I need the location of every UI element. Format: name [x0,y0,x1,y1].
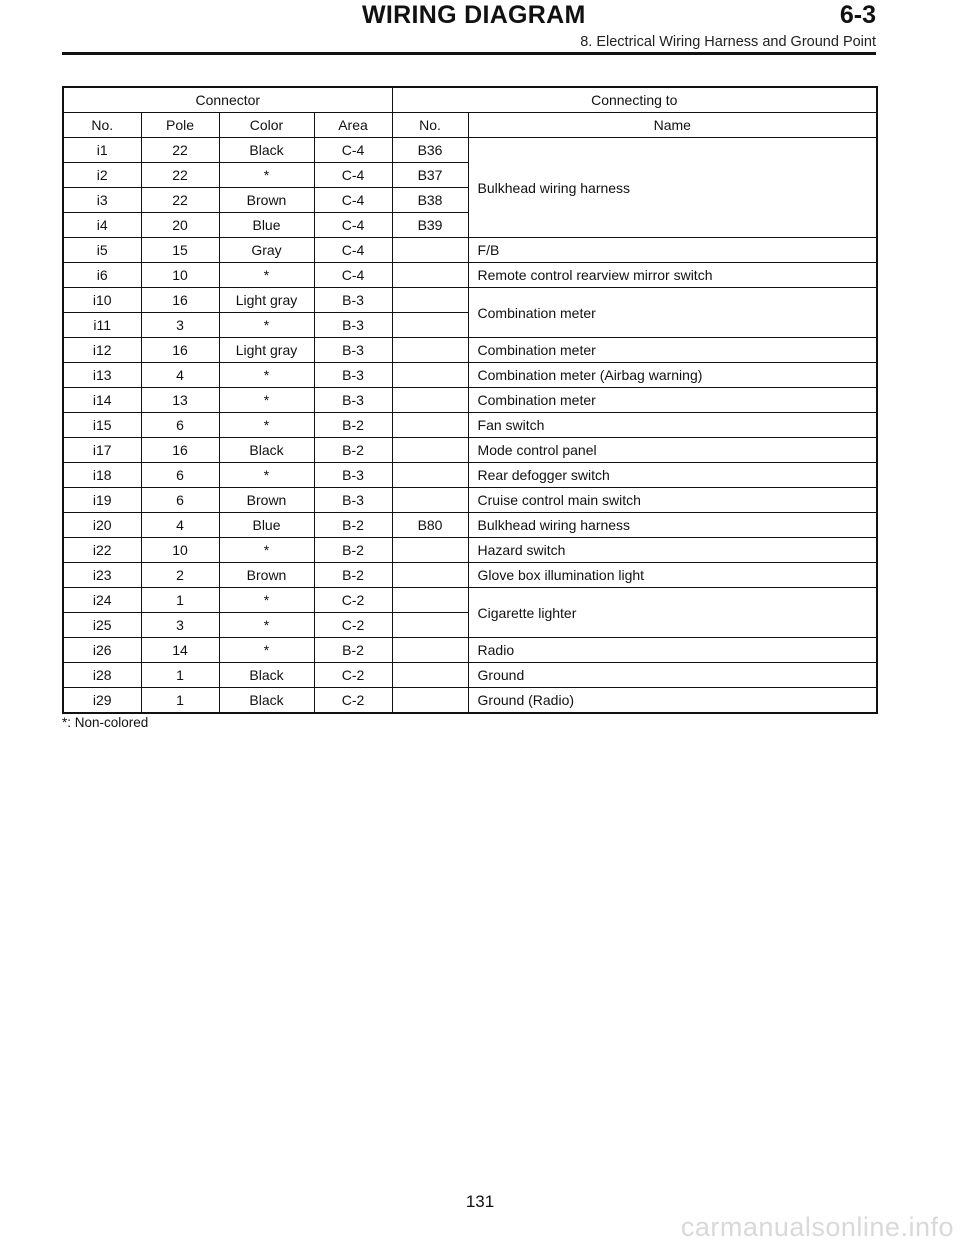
col-header-pole: Pole [141,113,219,138]
table-row [63,138,877,163]
col-header-area: Area [314,113,392,138]
cell-to-no [392,288,468,313]
cell-pole: 6 [141,413,219,438]
cell-color: Light gray [219,288,314,313]
cell-color: Black [219,138,314,163]
cell-name: Combination meter [468,388,877,413]
cell-area: B-3 [314,288,392,313]
table-row [63,688,877,714]
cell-area: B-2 [314,513,392,538]
cell-area: B-2 [314,413,392,438]
cell-area: B-3 [314,388,392,413]
cell-no: i19 [63,488,141,513]
table-row [63,388,877,413]
table-row [63,663,877,688]
cell-color: Blue [219,213,314,238]
cell-to-no [392,263,468,288]
section-title: WIRING DIAGRAM [362,1,586,29]
cell-color: Black [219,438,314,463]
cell-color: Light gray [219,338,314,363]
cell-to-no: B80 [392,513,468,538]
cell-area: C-4 [314,263,392,288]
cell-color: * [219,638,314,663]
cell-pole: 4 [141,363,219,388]
cell-color: Black [219,688,314,714]
table-row [63,588,877,613]
cell-to-no [392,688,468,714]
cell-area: B-3 [314,463,392,488]
cell-no: i11 [63,313,141,338]
cell-name: Mode control panel [468,438,877,463]
cell-pole: 16 [141,438,219,463]
cell-area: B-2 [314,538,392,563]
column-header-row [63,113,877,138]
cell-no: i12 [63,338,141,363]
cell-name: Bulkhead wiring harness [468,513,877,538]
table-row [63,363,877,388]
cell-name: Cigarette lighter [468,588,877,638]
table-row [63,463,877,488]
cell-pole: 6 [141,463,219,488]
cell-color: * [219,363,314,388]
cell-no: i23 [63,563,141,588]
cell-color: * [219,413,314,438]
cell-name: Combination meter [468,338,877,363]
cell-name: Combination meter [468,288,877,338]
footnote: *: Non-colored [62,715,149,730]
table-row [63,488,877,513]
cell-area: C-2 [314,663,392,688]
cell-area: B-3 [314,338,392,363]
cell-color: * [219,463,314,488]
cell-pole: 10 [141,263,219,288]
cell-no: i20 [63,513,141,538]
table-row [63,513,877,538]
page-number: 131 [465,1192,495,1211]
cell-area: B-3 [314,488,392,513]
cell-no: i15 [63,413,141,438]
cell-color: Brown [219,563,314,588]
cell-pole: 3 [141,613,219,638]
cell-no: i1 [63,138,141,163]
cell-color: * [219,388,314,413]
connector-table [62,86,878,714]
group-header-row [63,87,877,113]
cell-to-no [392,463,468,488]
cell-area: B-3 [314,363,392,388]
cell-pole: 20 [141,213,219,238]
cell-to-no [392,313,468,338]
cell-pole: 15 [141,238,219,263]
cell-to-no [392,538,468,563]
table-row [63,638,877,663]
cell-area: C-4 [314,163,392,188]
table-row [63,288,877,313]
cell-area: C-4 [314,138,392,163]
cell-no: i25 [63,613,141,638]
cell-pole: 16 [141,338,219,363]
cell-color: Brown [219,188,314,213]
cell-area: C-4 [314,213,392,238]
cell-to-no [392,438,468,463]
cell-to-no [392,238,468,263]
cell-no: i14 [63,388,141,413]
cell-no: i24 [63,588,141,613]
cell-color: Gray [219,238,314,263]
cell-to-no [392,363,468,388]
cell-area: C-2 [314,613,392,638]
cell-name: Radio [468,638,877,663]
cell-name: Combination meter (Airbag warning) [468,363,877,388]
cell-no: i10 [63,288,141,313]
table-row [63,538,877,563]
cell-color: * [219,613,314,638]
cell-name: Fan switch [468,413,877,438]
cell-area: C-2 [314,588,392,613]
cell-name: Ground [468,663,877,688]
cell-pole: 4 [141,513,219,538]
cell-no: i4 [63,213,141,238]
cell-area: B-2 [314,563,392,588]
cell-to-no [392,638,468,663]
watermark: carmanualsonline.info [680,1212,954,1242]
col-header-color: Color [219,113,314,138]
cell-color: Black [219,663,314,688]
cell-area: B-2 [314,438,392,463]
cell-name: F/B [468,238,877,263]
cell-to-no: B39 [392,213,468,238]
cell-no: i28 [63,663,141,688]
cell-pole: 22 [141,188,219,213]
cell-color: * [219,313,314,338]
cell-to-no [392,663,468,688]
cell-to-no: B36 [392,138,468,163]
cell-pole: 10 [141,538,219,563]
cell-to-no [392,613,468,638]
cell-pole: 1 [141,588,219,613]
col-header-no: No. [63,113,141,138]
cell-name: Bulkhead wiring harness [468,138,877,238]
cell-pole: 1 [141,688,219,714]
cell-name: Cruise control main switch [468,488,877,513]
table-row [63,263,877,288]
cell-area: B-3 [314,313,392,338]
col-header-name: Name [468,113,877,138]
cell-name: Hazard switch [468,538,877,563]
cell-color: * [219,263,314,288]
cell-pole: 1 [141,663,219,688]
cell-to-no [392,388,468,413]
cell-color: Brown [219,488,314,513]
cell-to-no [392,563,468,588]
table-row [63,563,877,588]
cell-pole: 14 [141,638,219,663]
cell-to-no [392,488,468,513]
cell-name: Ground (Radio) [468,688,877,714]
cell-pole: 22 [141,138,219,163]
cell-no: i6 [63,263,141,288]
cell-pole: 3 [141,313,219,338]
cell-name: Remote control rearview mirror switch [468,263,877,288]
cell-pole: 16 [141,288,219,313]
group-header-connecting-to: Connecting to [392,87,877,113]
cell-area: C-4 [314,188,392,213]
cell-no: i22 [63,538,141,563]
cell-no: i13 [63,363,141,388]
cell-no: i2 [63,163,141,188]
table-row [63,338,877,363]
cell-to-no [392,338,468,363]
cell-name: Rear defogger switch [468,463,877,488]
cell-no: i3 [63,188,141,213]
chapter-number: 6-3 [839,1,876,29]
cell-no: i5 [63,238,141,263]
cell-no: i29 [63,688,141,714]
header-rule [62,52,876,55]
cell-no: i18 [63,463,141,488]
cell-color: Blue [219,513,314,538]
cell-area: C-4 [314,238,392,263]
section-subtitle: 8. Electrical Wiring Harness and Ground Point [580,34,876,50]
cell-pole: 2 [141,563,219,588]
cell-to-no: B38 [392,188,468,213]
cell-no: i26 [63,638,141,663]
cell-to-no: B37 [392,163,468,188]
table-row [63,438,877,463]
col-header-to-no: No. [392,113,468,138]
cell-pole: 6 [141,488,219,513]
cell-to-no [392,413,468,438]
cell-area: C-2 [314,688,392,714]
cell-pole: 13 [141,388,219,413]
group-header-connector: Connector [63,87,392,113]
cell-no: i17 [63,438,141,463]
table-row [63,238,877,263]
cell-color: * [219,163,314,188]
cell-area: B-2 [314,638,392,663]
table-row [63,413,877,438]
cell-name: Glove box illumination light [468,563,877,588]
cell-pole: 22 [141,163,219,188]
cell-to-no [392,588,468,613]
cell-color: * [219,538,314,563]
cell-color: * [219,588,314,613]
